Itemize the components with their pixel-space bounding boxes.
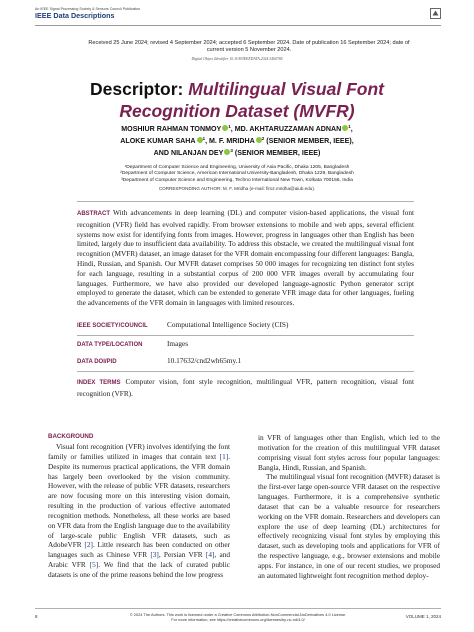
publication-dates <box>84 40 414 55</box>
text-run: , and Arabic VFR <box>48 550 230 570</box>
page-footer <box>35 612 441 626</box>
citation-link[interactable]: [1] <box>219 451 229 461</box>
header-rule <box>35 25 441 26</box>
affiliation-marker: 3 <box>230 148 233 153</box>
abstract-text: With advancements in deep learning (DL) and computer vision-based applications, the visual font recognition (VFR) field has evolved rapidly. From browser extensions to mobile and web apps, several efficient systems now exist for identifying fonts from images. However, progress in languages other than English has been limited, largely due to insufficient data availability. To address this obstacle, we created the multilingual visual font recognition (MVFR) dataset, an image dataset for the VFR domain encompassing four different languages: Bangla, Hindi, Russian, and Spanish. Our MVFR dataset comprises 50 000 images for recognizing ten distinct font styles for each language, resulting in a substantial corpus of 200 000 VFR images overall by accumulating four languages. Furthermore, we have also provided our developed language-agnostic Python generator script employed to generate the dataset, which can be extended to generate VFR image data for other languages, fueling the advancements of the VFR domain in languages with limited resources. <box>77 208 414 308</box>
affiliation-1: ¹Department of Computer Science and Engineering, University of Asia Pacific, Dhaka 1205, Bangladesh <box>124 165 350 170</box>
author-line-2 <box>60 134 414 146</box>
index-terms-label: INDEX TERMS <box>77 380 121 386</box>
publisher-line: An IEEE Signal Processing Society & Sensors Council Publication <box>35 7 141 11</box>
title-prefix: Descriptor: <box>90 79 184 99</box>
body-column-left <box>48 433 230 580</box>
license-line-1: © 2024 The Authors. This work is licensed under a Creative Commons Attribution-NonCommercial-NoDerivatives 4.0 License. <box>129 612 347 617</box>
body-paragraph: in VFR of languages other than English, which led to the motivation for the creation of this multilingual VFR dataset comprising visual font styles across four popular languages: Bangla, Hindi, Russian, and Spanish. <box>258 433 440 472</box>
citation-link[interactable]: [3] <box>150 550 159 560</box>
license-notice <box>95 612 381 622</box>
affiliation-marker: 1 <box>228 124 231 129</box>
footer-rule <box>35 608 441 609</box>
data-doi-value[interactable]: 10.17632/cnd2wh65my.1 <box>167 356 242 365</box>
doi-row <box>77 356 414 365</box>
datatype-label: DATA TYPE/LOCATION <box>77 342 143 348</box>
title-main-line-2: Recognition Dataset (MVFR) <box>119 101 355 121</box>
affiliation-marker: 2 <box>261 136 265 141</box>
title-main-line-1: Multilingual Visual Font <box>188 79 384 99</box>
datatype-row <box>77 339 414 348</box>
dates-line-1: Received 25 June 2024; revised 4 September 2024; accepted 6 September 2024. Date of publication 16 September 2024; date of <box>88 40 410 46</box>
index-terms <box>77 377 414 399</box>
author-list <box>60 122 414 158</box>
volume-label: VOLUME 1, 2024 <box>405 614 441 619</box>
author-name: AND NILANJAN DEY <box>153 149 224 157</box>
affiliations <box>80 165 394 184</box>
text-run: , Persian VFR <box>158 550 206 560</box>
author-name: , MD. AKHTARUZZAMAN ADNAN <box>230 125 342 133</box>
body-paragraph <box>48 442 230 580</box>
dates-line-2: current version 5 November 2024. <box>206 47 292 54</box>
text-run: . Little research has been conducted on other languages such as Chinese VFR <box>48 540 230 560</box>
author-name: ALOKE KUMAR SAHA <box>120 137 196 145</box>
page-number: 8 <box>35 614 38 619</box>
author-name: , M. F. MRIDHA <box>205 137 255 145</box>
datatype-value: Images <box>167 339 189 348</box>
affiliation-marker: 1 <box>348 124 351 129</box>
ieee-logo-icon <box>430 8 441 19</box>
society-value: Computational Intelligence Society (CIS) <box>167 320 289 329</box>
abstract <box>77 208 414 308</box>
text-run: . We find that the lack of curated public datasets is one of the prime reasons behind the low progress <box>48 560 230 579</box>
author-line-3 <box>60 146 414 158</box>
paper-title <box>40 78 434 122</box>
divider <box>77 335 414 336</box>
citation-link[interactable]: [5] <box>89 560 99 570</box>
citation-link[interactable]: [4] <box>205 550 215 560</box>
body-paragraph: The multilingual visual font recognition (MVFR) dataset is the first-ever large open-source VFR dataset on the respective languages. Furthermore, it is a comprehensive synthetic dataset that can be a valuable resource for researchers working on the VFR domain. Researchers and developers can explore the use of deep learning (DL) architectures for effectively recognizing visual font styles by employing this dataset, such as developing tools and applications for VFR of the respective language, e.g., browser extensions and mobile apps. For instance, in one of our recent studies, we proposed an automated lightweight font recognition method deploy- <box>258 472 440 580</box>
separator: , <box>350 125 353 133</box>
divider <box>77 371 414 372</box>
license-line-2[interactable]: For more information, see https://creativecommons.org/licenses/by-nc-nd/4.0/ <box>171 617 305 622</box>
member-grade: (SENIOR MEMBER, IEEE) <box>232 149 321 157</box>
index-terms-text: Computer vision, font style recognition, multilingual VFR, pattern recognition, visual font recognition (VFR). <box>77 377 414 398</box>
affiliation-3: ³Department of Computer Science and Engineering, Techno International New Town, Kolkata 700156, India <box>121 177 353 183</box>
affiliation-2: ²Department of Computer Science, American International University-Bangladesh, Dhaka 1229, Bangladesh <box>120 171 354 177</box>
society-label: IEEE SOCIETY/COUNCIL <box>77 323 148 329</box>
abstract-label: ABSTRACT <box>77 211 110 217</box>
citation-link[interactable]: [2] <box>84 540 93 550</box>
author-name: MOSHIUR RAHMAN TONMOY <box>121 125 222 133</box>
text-run: Visual font recognition (VFR) involves identifying the font family or families utilized in images that contain text <box>48 442 230 461</box>
corresponding-author: CORRESPONDING AUTHOR: M. F. Mridha (e-mail: firoz.mridha@aiub.edu). <box>158 186 316 191</box>
author-line-1 <box>60 122 414 134</box>
member-grade: (SENIOR MEMBER, IEEE), <box>264 137 354 145</box>
body-column-right <box>258 433 440 581</box>
society-row <box>77 320 414 329</box>
journal-header <box>35 7 441 27</box>
divider <box>77 201 414 202</box>
text-run: . Despite its numerous practical applications, the VFR domain has largely been overlooked by the vision community. However, with the release of public VFR datasets, researchers are now focusing more on this interesting vision domain, resulting in the production of various effective automated recognition methods. Nonetheless, all these works are based on VFR data from the English language due to the availability of large-scale public English VFR datasets, such as AdobeVFR <box>48 451 230 550</box>
section-heading-background: BACKGROUND <box>48 433 94 440</box>
affiliation-marker: 1 <box>202 136 206 141</box>
data-doi-label: DATA DOI/PID <box>77 359 117 365</box>
journal-name: IEEE Data Descriptions <box>35 11 115 20</box>
digital-object-identifier[interactable]: Digital Object Identifier 10.1109/IEEEDATA.2024.3460784 <box>191 57 283 61</box>
